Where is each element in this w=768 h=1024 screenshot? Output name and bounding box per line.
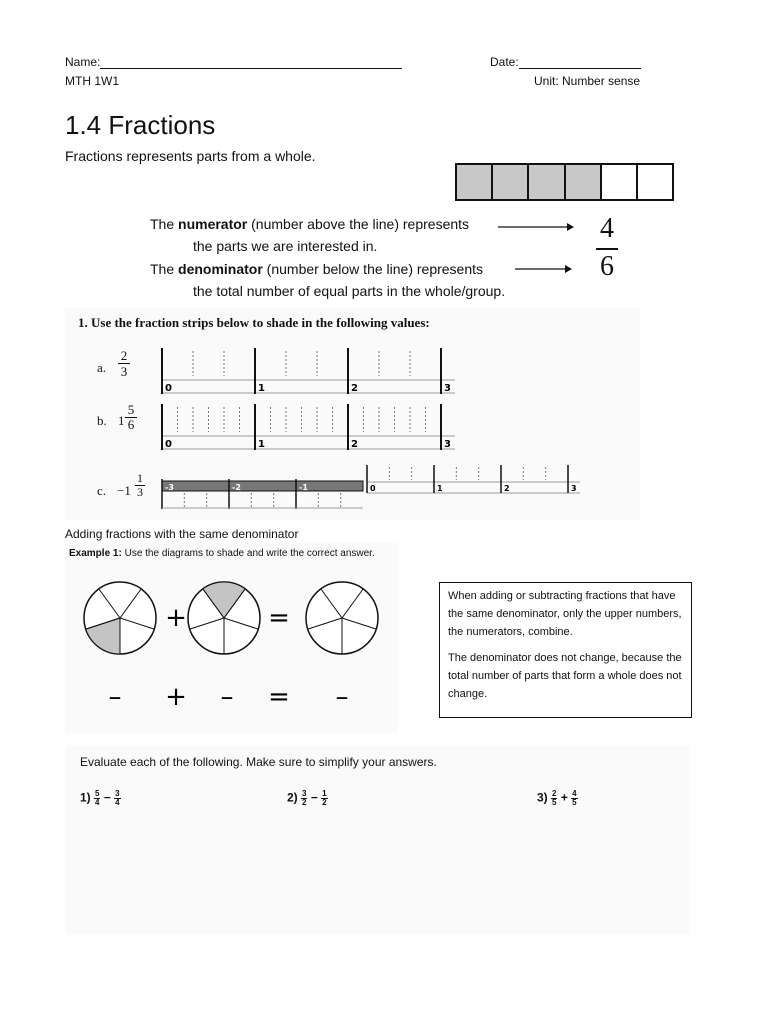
adding-heading: Adding fractions with the same denominator bbox=[65, 527, 299, 541]
problem-1-b-num: 3 bbox=[115, 789, 120, 798]
big-fraction bbox=[590, 214, 624, 282]
bar-cell-shaded[interactable] bbox=[527, 165, 563, 199]
date-blank[interactable] bbox=[519, 56, 641, 69]
name-label: Name: bbox=[65, 55, 101, 69]
bar-cell-shaded[interactable] bbox=[457, 165, 491, 199]
date-line bbox=[490, 55, 641, 69]
problem-1-label: 1) bbox=[80, 790, 91, 805]
item-b-fraction bbox=[125, 403, 137, 432]
example-instruction bbox=[69, 548, 375, 559]
problem-3-fraction-b bbox=[571, 790, 577, 807]
problem-1[interactable] bbox=[80, 790, 121, 807]
definition-arrows bbox=[495, 218, 575, 278]
evaluate-panel bbox=[65, 745, 690, 935]
item-c-label: c. bbox=[97, 483, 107, 498]
problem-1-fraction-b bbox=[114, 790, 120, 807]
name-line bbox=[65, 55, 402, 69]
problem-2-operator: − bbox=[310, 790, 318, 805]
problem-1-a-num: 5 bbox=[95, 789, 100, 798]
bar-cell-empty[interactable] bbox=[600, 165, 636, 199]
item-a-num: 2 bbox=[120, 348, 128, 363]
strip-c-pos-label: 1 bbox=[437, 484, 443, 493]
strip-b-tick-label: 3 bbox=[444, 439, 451, 450]
item-a-label: a. bbox=[97, 360, 107, 375]
problem-3-b-num: 4 bbox=[572, 789, 577, 798]
name-blank[interactable] bbox=[100, 56, 402, 69]
exercise-1-instruction: 1. Use the fraction strips below to shade in the following values: bbox=[78, 315, 430, 330]
big-numerator: 4 bbox=[600, 213, 614, 244]
example-text: Use the diagrams to shade and write the correct answer. bbox=[121, 548, 375, 559]
problem-1-fraction-a bbox=[94, 790, 100, 807]
problem-2-b-num: 1 bbox=[322, 789, 327, 798]
item-c-num: 1 bbox=[137, 471, 143, 485]
problem-2[interactable] bbox=[287, 790, 328, 807]
note-box bbox=[439, 582, 692, 718]
answer-blank-2[interactable]: – bbox=[220, 682, 234, 712]
strip-c-neg-label: -3 bbox=[165, 483, 174, 492]
problem-2-a-num: 3 bbox=[302, 789, 307, 798]
problem-2-label: 2) bbox=[287, 790, 298, 805]
problem-1-a-den: 4 bbox=[95, 798, 100, 807]
strip-b-tick-label: 2 bbox=[351, 439, 358, 450]
denominator-word: denominator bbox=[178, 261, 263, 277]
item-a-den: 3 bbox=[120, 364, 128, 379]
equals-sign-top: = bbox=[268, 603, 290, 633]
item-b-label: b. bbox=[97, 413, 107, 428]
problem-2-fraction-b bbox=[321, 790, 327, 807]
intro-text: Fractions represents parts from a whole. bbox=[65, 148, 316, 164]
problem-3-fraction-a bbox=[551, 790, 557, 807]
numerator-arrowhead bbox=[567, 223, 574, 231]
problem-3-operator: + bbox=[560, 790, 568, 805]
problem-2-b-den: 2 bbox=[322, 798, 327, 807]
page-title: 1.4 Fractions bbox=[65, 110, 216, 140]
equals-sign-bottom: = bbox=[268, 682, 290, 712]
plus-sign-bottom: + bbox=[165, 682, 187, 712]
note-para-1: When adding or subtracting fractions that have the same denominator, only the upper numbers, the numerators, combine. bbox=[448, 590, 682, 638]
problem-1-operator: − bbox=[103, 790, 111, 805]
plus-sign-top: + bbox=[165, 603, 187, 633]
fraction-bar-line bbox=[596, 248, 618, 250]
strip-b-tick-label: 0 bbox=[165, 439, 172, 450]
evaluate-heading: Evaluate each of the following. Make sure to simplify your answers. bbox=[80, 755, 437, 769]
item-a-fraction bbox=[118, 348, 130, 379]
problem-1-b-den: 4 bbox=[115, 798, 120, 807]
answer-blank-1[interactable]: – bbox=[108, 682, 122, 712]
strip-a-tick-label: 0 bbox=[165, 383, 172, 394]
note-para-2: The denominator does not change, because the total number of parts that form a whole does not change. bbox=[448, 652, 682, 700]
course-code: MTH 1W1 bbox=[65, 74, 119, 88]
numerator-rest: (number above the line) represents bbox=[247, 216, 470, 232]
numerator-the: The bbox=[150, 216, 179, 232]
denominator-arrowhead bbox=[565, 265, 572, 273]
strip-c-pos-label: 2 bbox=[504, 484, 510, 493]
strip-c-negative-shaded bbox=[162, 481, 363, 491]
problem-3-b-den: 5 bbox=[572, 798, 577, 807]
problem-3-a-num: 2 bbox=[552, 789, 557, 798]
numerator-definition bbox=[150, 216, 469, 232]
numerator-definition-line2: the parts we are interested in. bbox=[193, 238, 378, 254]
bar-cell-empty[interactable] bbox=[636, 165, 672, 199]
bar-cell-shaded[interactable] bbox=[564, 165, 600, 199]
problem-3-a-den: 5 bbox=[552, 798, 557, 807]
item-b-den: 6 bbox=[127, 417, 135, 432]
strip-c-pos-label: 3 bbox=[571, 484, 577, 493]
strip-b-tick-label: 1 bbox=[258, 439, 265, 450]
strip-c-neg-label: -1 bbox=[299, 483, 308, 492]
problem-3[interactable] bbox=[537, 790, 578, 807]
denominator-rest: (number below the line) represents bbox=[262, 261, 484, 277]
date-label: Date: bbox=[490, 55, 519, 69]
problem-2-fraction-a bbox=[301, 790, 307, 807]
fraction-strips bbox=[150, 340, 640, 515]
denominator-the: The bbox=[150, 261, 179, 277]
answer-blank-3[interactable]: – bbox=[335, 682, 349, 712]
item-b-num: 5 bbox=[127, 402, 135, 417]
fraction-bar-model bbox=[455, 163, 674, 201]
strip-a-tick-label: 3 bbox=[444, 383, 451, 394]
pie-diagrams bbox=[65, 570, 398, 730]
denominator-definition bbox=[150, 261, 483, 277]
item-c-den: 3 bbox=[137, 485, 143, 499]
problem-3-label: 3) bbox=[537, 790, 548, 805]
problem-2-a-den: 2 bbox=[302, 798, 307, 807]
strip-c-pos-label: 0 bbox=[370, 484, 376, 493]
bar-cell-shaded[interactable] bbox=[491, 165, 527, 199]
unit-label: Unit: Number sense bbox=[534, 74, 641, 88]
item-b-whole: 1 bbox=[118, 413, 125, 428]
item-c-fraction bbox=[135, 472, 145, 499]
numerator-word: numerator bbox=[178, 216, 248, 232]
big-denominator: 6 bbox=[600, 251, 614, 282]
strip-a-tick-label: 1 bbox=[258, 383, 265, 394]
denominator-definition-line2: the total number of equal parts in the whole/group. bbox=[193, 283, 506, 299]
item-c-whole: −1 bbox=[117, 483, 131, 498]
strip-c-neg-label: -2 bbox=[232, 483, 241, 492]
example-label: Example 1: bbox=[69, 548, 122, 559]
strip-a-tick-label: 2 bbox=[351, 383, 358, 394]
